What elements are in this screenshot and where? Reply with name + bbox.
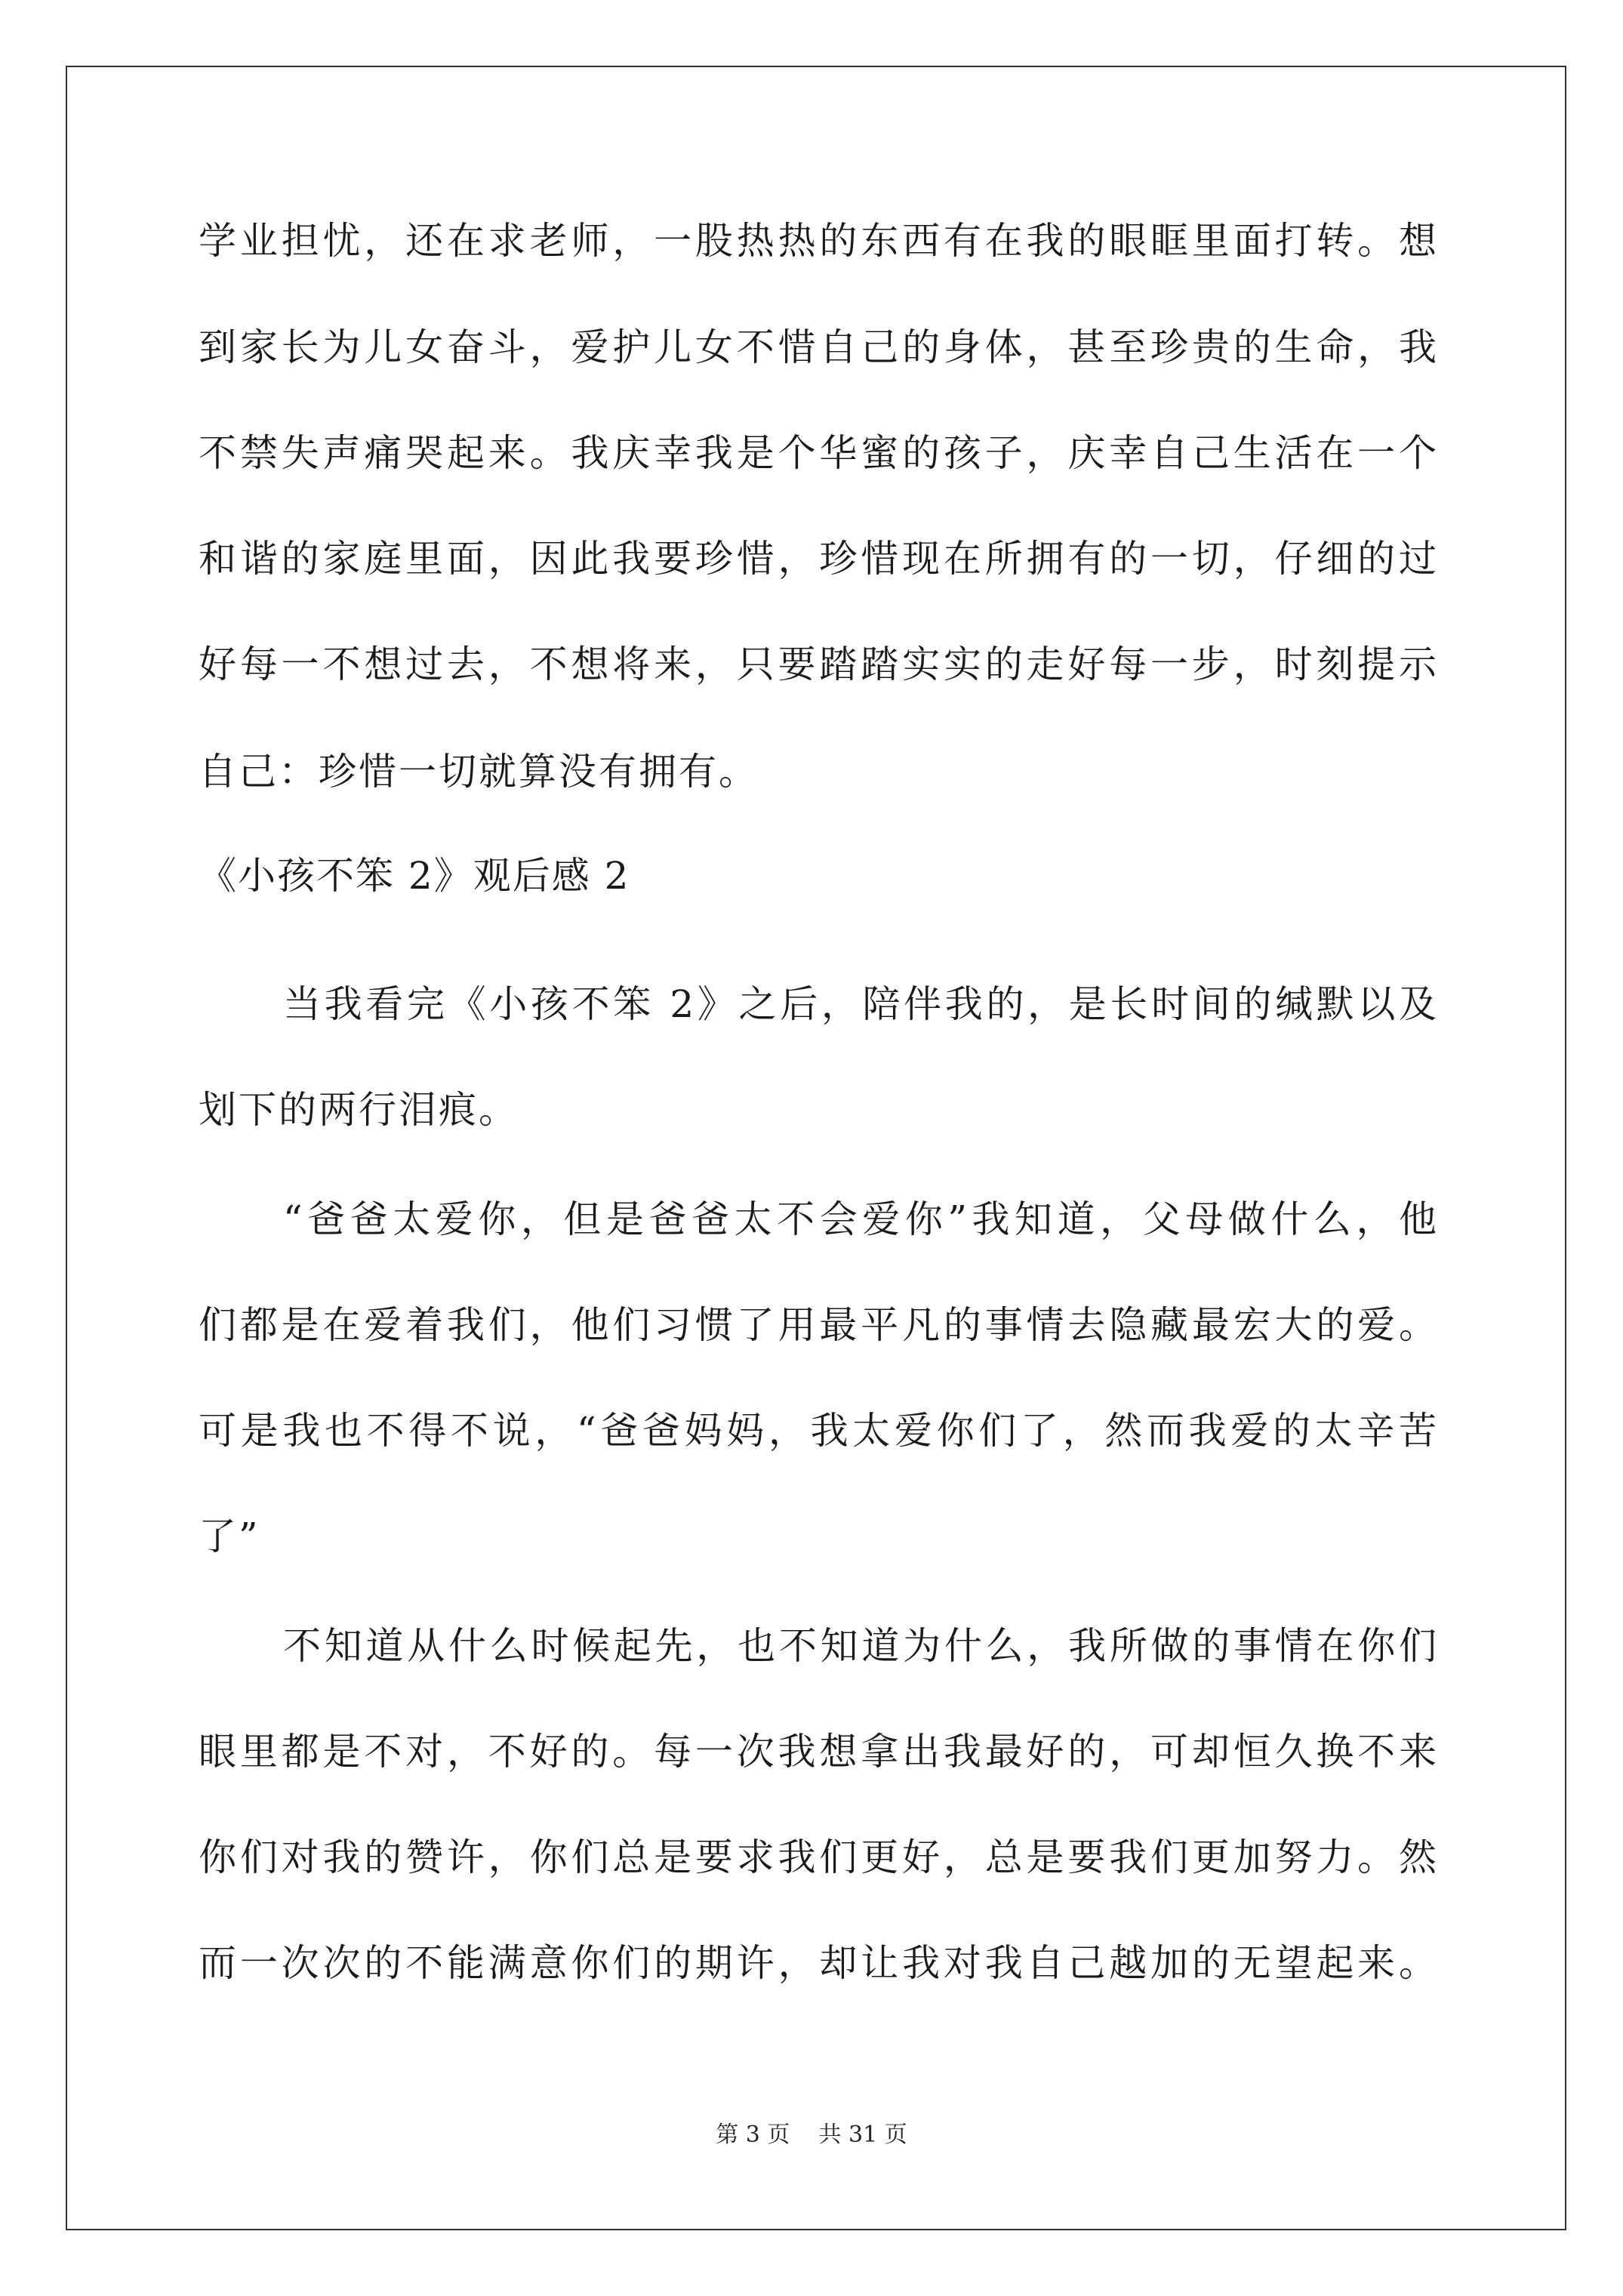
paragraph-line: 们都是在爱着我们，他们习惯了用最平凡的事情去隐藏最宏大的爱。 [199, 1303, 1437, 1347]
paragraph-line: 学业担忧，还在求老师，一股热热的东西有在我的眼眶里面打转。想 [199, 219, 1437, 263]
paragraph-line: 可是我也不得不说，“爸爸妈妈，我太爱你们了，然而我爱的太辛苦 [199, 1409, 1437, 1453]
paragraph-line: 自己：珍惜一切就算没有拥有。 [199, 750, 759, 794]
paragraph-line: “爸爸太爱你，但是爸爸太不会爱你”我知道，父母做什么，他 [283, 1197, 1437, 1241]
paragraph-line: 当我看完《小孩不笨 2》之后，陪伴我的，是长时间的缄默以及 [283, 982, 1437, 1026]
section-heading: 《小孩不笨 2》观后感 2 [199, 854, 630, 898]
paragraph-line: 眼里都是不对，不好的。每一次我想拿出我最好的，可却恒久换不来 [199, 1730, 1437, 1774]
paragraph-line: 好每一不想过去，不想将来，只要踏踏实实的走好每一步，时刻提示 [199, 643, 1437, 686]
paragraph-line: 不知道从什么时候起先，也不知道为什么，我所做的事情在你们 [283, 1624, 1437, 1668]
page-border [66, 66, 1566, 2230]
paragraph-line: 不禁失声痛哭起来。我庆幸我是个华蜜的孩子，庆幸自己生活在一个 [199, 431, 1437, 475]
paragraph-line: 划下的两行泪痕。 [199, 1088, 519, 1132]
paragraph-line: 到家长为儿女奋斗，爱护儿女不惜自己的身体，甚至珍贵的生命，我 [199, 325, 1437, 369]
page-number-footer: 第 3 页 共 31 页 [716, 2122, 907, 2148]
paragraph-line: 而一次次的不能满意你们的期许，却让我对我自己越加的无望起来。 [199, 1941, 1437, 1985]
paragraph-line: 和谐的家庭里面，因此我要珍惜，珍惜现在所拥有的一切，仔细的过 [199, 537, 1437, 581]
paragraph-line: 了” [199, 1515, 260, 1558]
paragraph-line: 你们对我的赞许，你们总是要求我们更好，总是要我们更加努力。然 [199, 1835, 1437, 1879]
